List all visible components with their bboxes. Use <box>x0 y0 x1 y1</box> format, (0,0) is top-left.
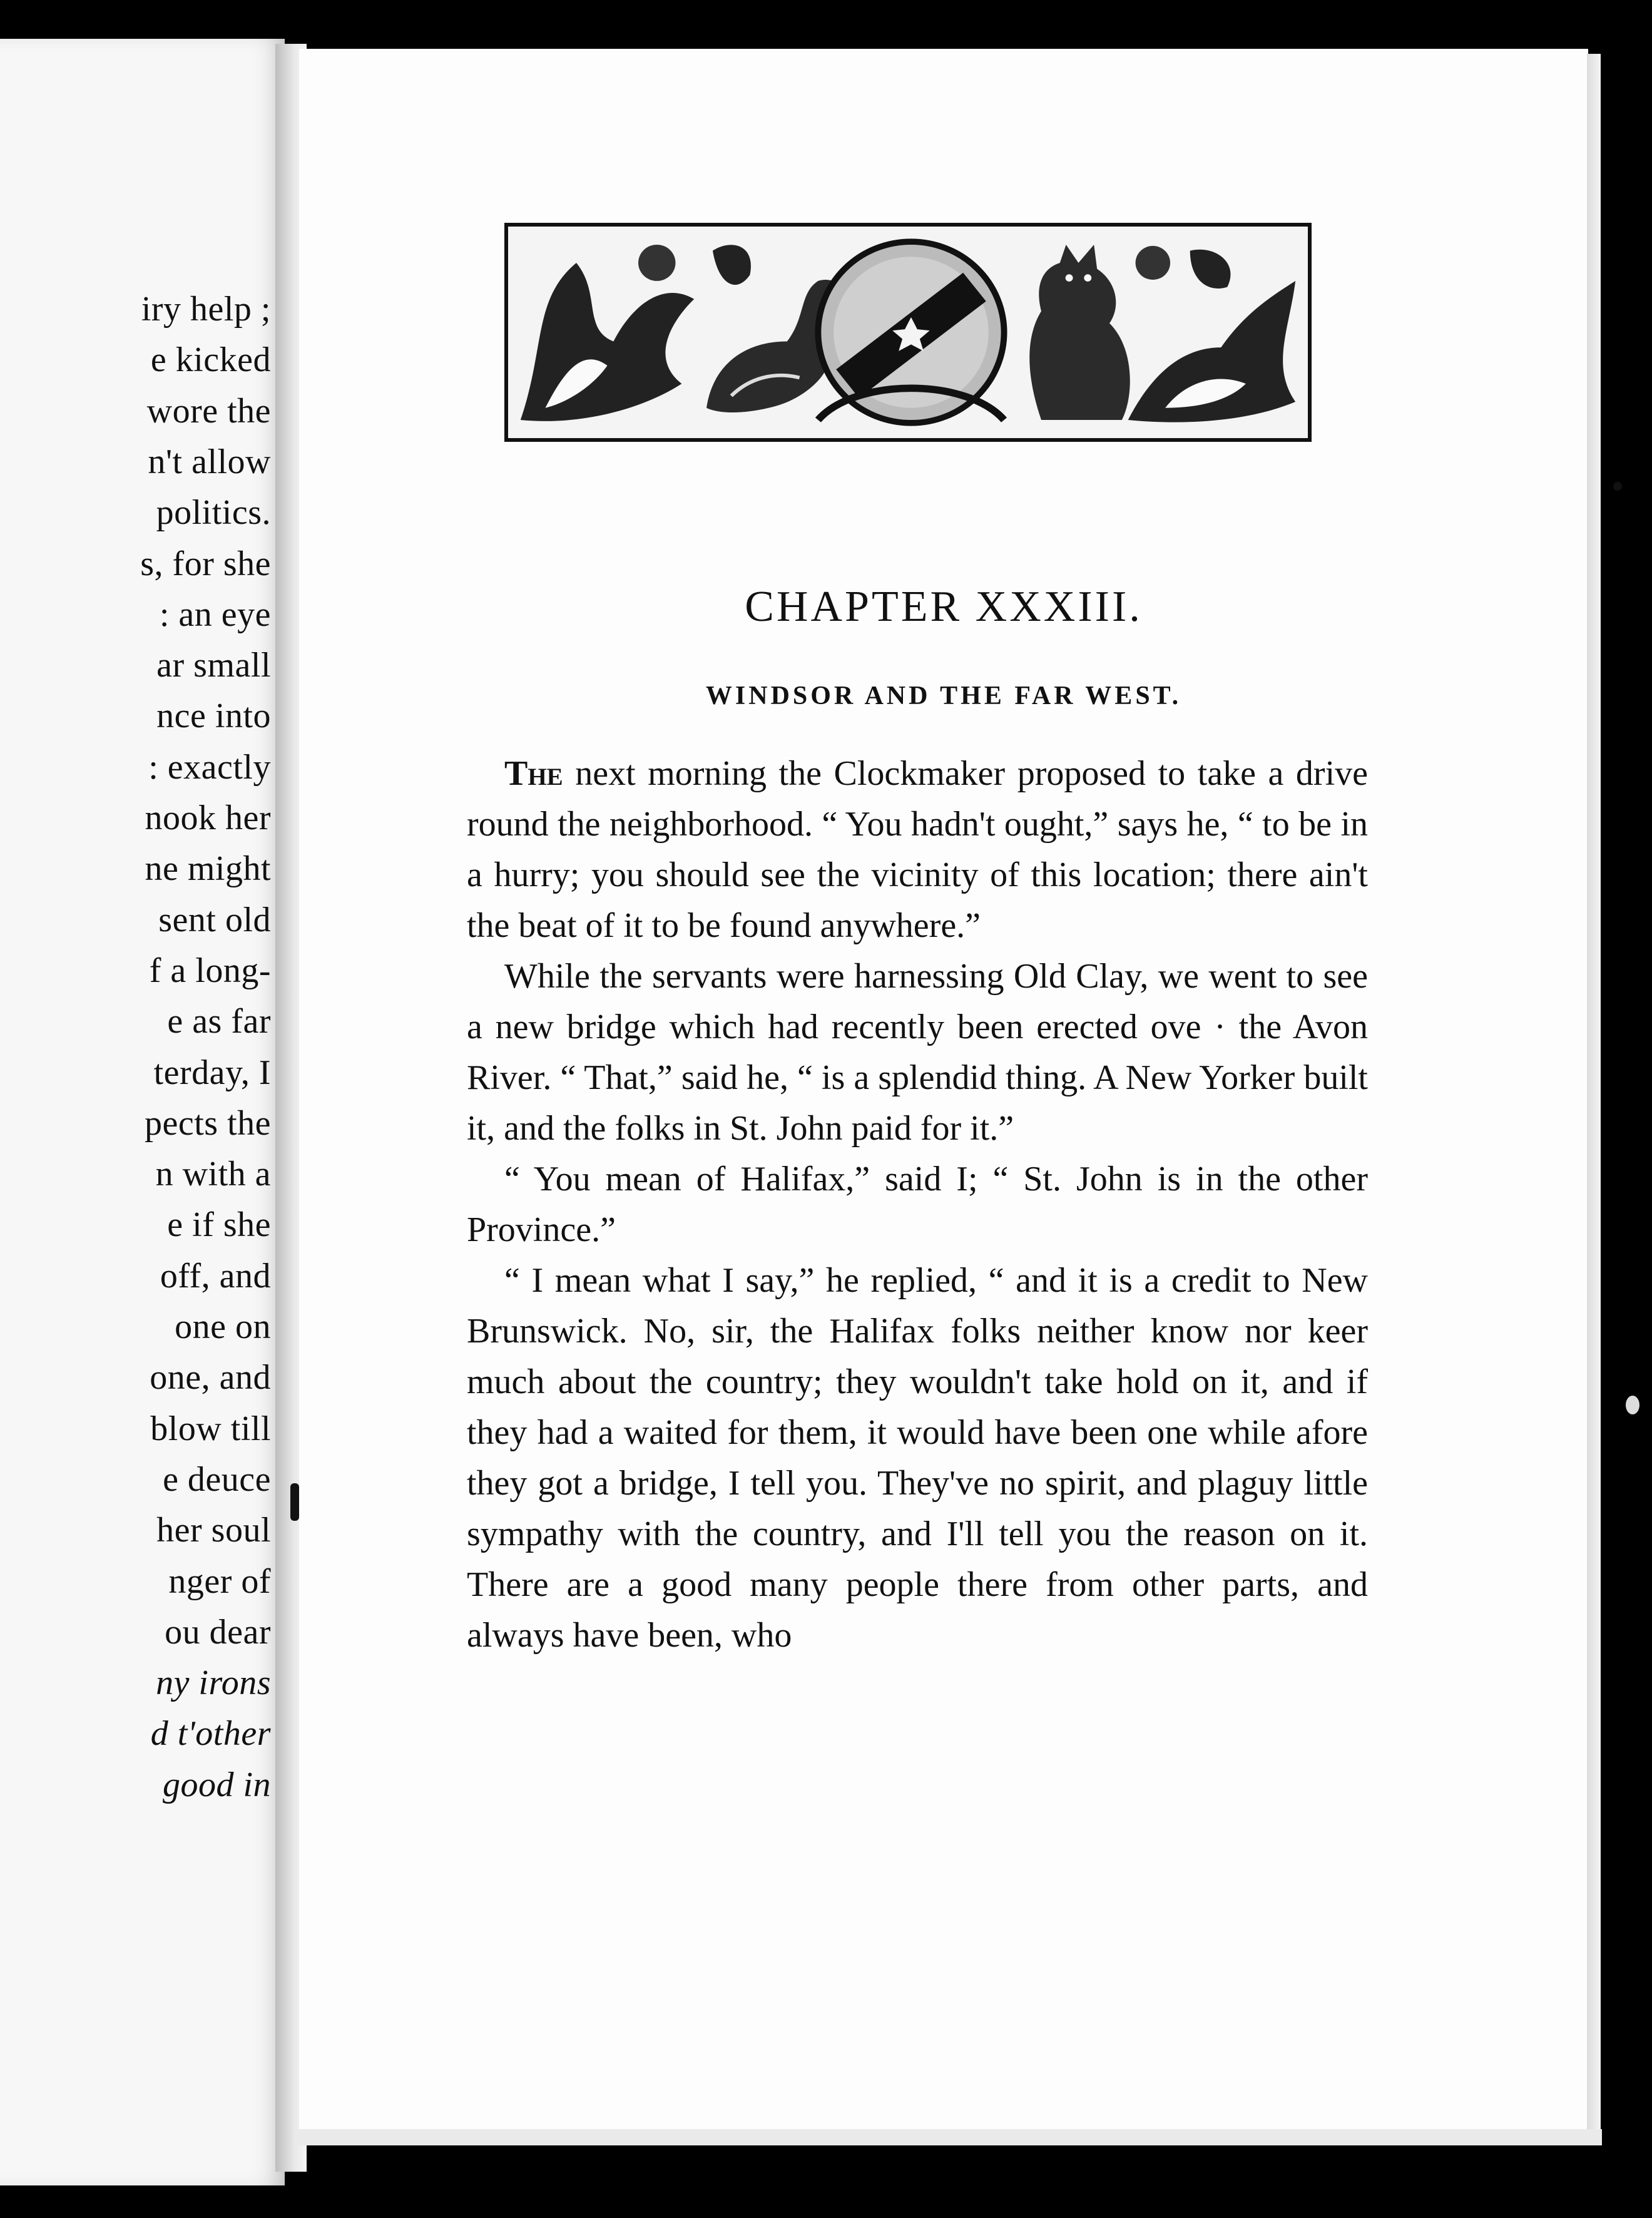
left-page-line: : an eye <box>159 595 271 634</box>
headpiece-ornament-icon <box>504 223 1312 442</box>
left-page-line: ne might <box>145 849 271 889</box>
left-page-line: iry help ; <box>141 290 271 329</box>
paragraph-text: next morning the Clockmaker proposed to take a drive round the neighborhood. “ You hadn't ought,” says he, “ to be in a hurry; you should see the vicinity of this location; there ain't the beat of it to be found anywhere.” <box>467 754 1368 945</box>
left-page-line: e kicked <box>150 340 271 380</box>
left-page-line: pects the <box>145 1103 271 1143</box>
left-page <box>0 39 285 2185</box>
left-page-line: f a long- <box>149 951 271 990</box>
scan-speck <box>290 1483 299 1521</box>
left-page-line: wore the <box>146 391 271 431</box>
left-page-line: sent old <box>158 900 271 939</box>
left-page-line: terday, I <box>153 1053 271 1092</box>
left-page-line: d t'other <box>150 1714 271 1754</box>
left-page-line: politics. <box>156 493 271 533</box>
left-page-line: n with a <box>155 1155 271 1194</box>
left-page-line: one on <box>175 1307 271 1346</box>
left-page-line: e deuce <box>163 1459 271 1499</box>
paragraph-text: “ I mean what I say,” he replied, “ and it is a credit to New Brunswick. No, sir, the Halifax folks neither know nor keer much about the country; they wouldn't take hold on it, and if they had a waited for them, it would have been one while afore they got a bridge, I tell you. They've no spirit, and plaguy little sympathy with the country, and I'll tell you the reason on it. There are a good many people there from other parts, and always have been, who <box>467 1261 1368 1655</box>
left-page-line: off, and <box>160 1256 271 1296</box>
left-page-line: ou dear <box>165 1612 271 1652</box>
left-page-line: nook her <box>145 799 271 837</box>
left-page-line: ny irons <box>156 1664 271 1703</box>
left-page-line: : exactly <box>148 747 271 787</box>
paragraph <box>467 951 1368 1154</box>
left-page-line: her soul <box>156 1511 271 1550</box>
left-page-line: nger of <box>168 1561 271 1601</box>
drop-lead-word: The <box>504 754 563 793</box>
left-page-line: one, and <box>150 1358 271 1398</box>
left-page-line: good in <box>162 1765 271 1804</box>
paragraph <box>467 1255 1368 1661</box>
scan-speck <box>1626 1396 1639 1414</box>
chapter-body <box>467 749 1368 1661</box>
scan-speck <box>1613 482 1622 491</box>
paragraph-text: While the servants were harnessing Old Clay, we went to see a new bridge which had recently been erected ove · the Avon River. “ That,” said he, “ is a splendid thing. A New Yorker built it, and the folks in St. John paid for it.” <box>467 957 1368 1148</box>
page-edge <box>1587 54 1601 2138</box>
left-page-line: nce into <box>156 697 271 736</box>
paragraph-text: “ You mean of Halifax,” said I; “ St. John is in the other Province.” <box>467 1160 1368 1249</box>
left-page-line: blow till <box>150 1409 271 1448</box>
chapter-subtitle: WINDSOR AND THE FAR WEST. <box>705 682 1182 710</box>
left-page-line: n't allow <box>148 442 271 481</box>
chapter-title: CHAPTER XXXIII. <box>745 583 1143 631</box>
left-page-line: ar small <box>156 646 271 685</box>
paragraph <box>467 749 1368 951</box>
left-page-line: s, for she <box>140 544 271 583</box>
paragraph <box>467 1154 1368 1255</box>
page-bottom-edge <box>294 2129 1602 2145</box>
left-page-line: e if she <box>167 1205 271 1245</box>
left-page-line: e as far <box>167 1002 271 1041</box>
